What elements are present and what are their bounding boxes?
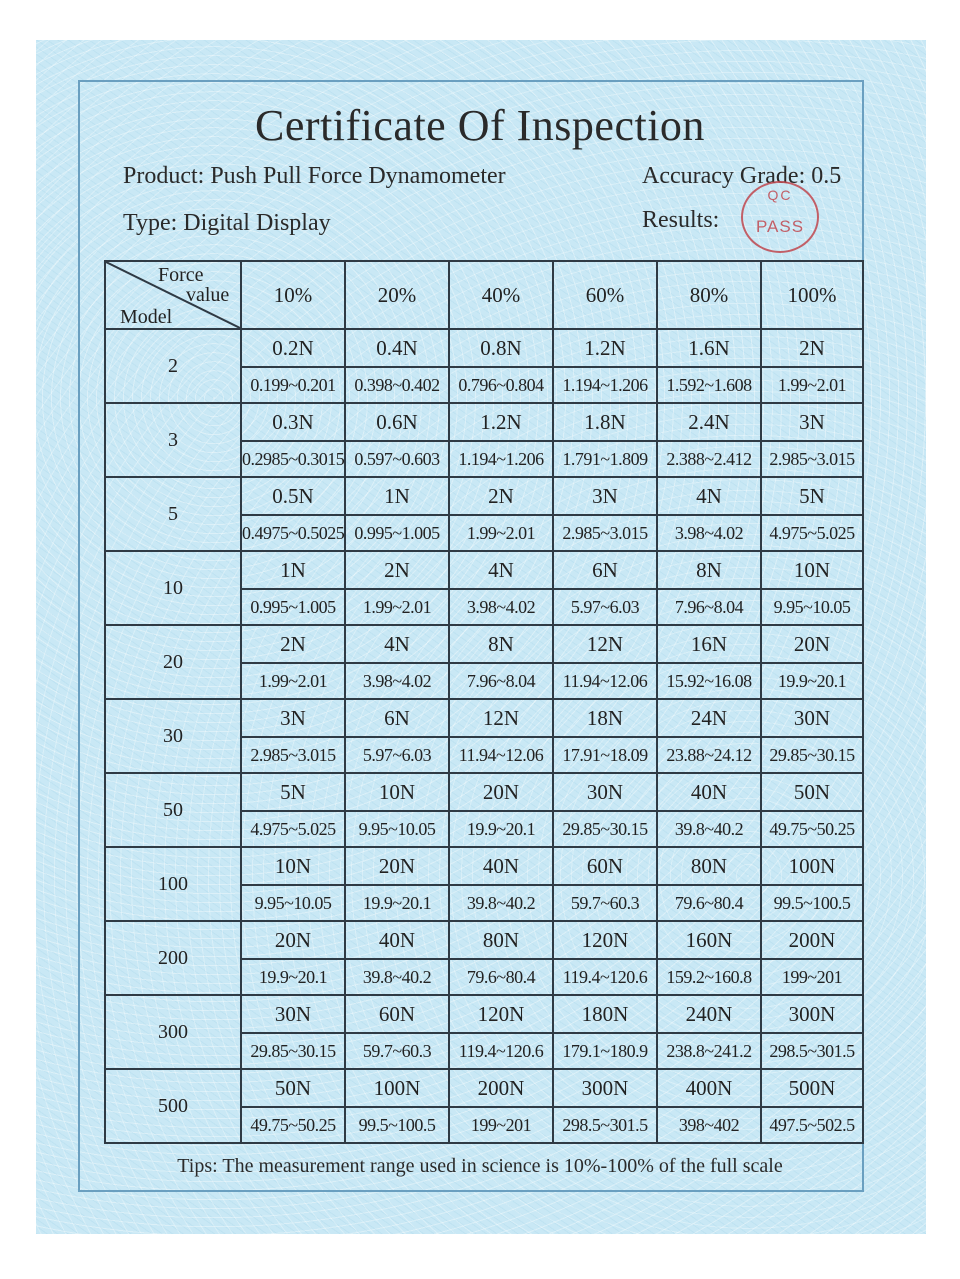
model-cell: 100	[105, 847, 241, 921]
nominal-force-cell: 1N	[241, 551, 345, 589]
tolerance-range-cell: 0.995~1.005	[241, 589, 345, 625]
model-cell: 10	[105, 551, 241, 625]
tolerance-range-cell: 99.5~100.5	[345, 1107, 449, 1143]
tolerance-range-cell: 39.8~40.2	[657, 811, 761, 847]
tolerance-range-cell: 1.194~1.206	[449, 441, 553, 477]
nominal-force-cell: 0.8N	[449, 329, 553, 367]
nominal-force-cell: 500N	[761, 1069, 863, 1107]
nominal-force-cell: 60N	[553, 847, 657, 885]
inspection-table	[104, 260, 864, 1144]
nominal-force-cell: 10N	[761, 551, 863, 589]
certificate-title: Certificate Of Inspection	[255, 101, 705, 150]
stamp-pass-text: PASS	[755, 217, 805, 236]
tolerance-range-cell: 0.2985~0.3015	[241, 441, 345, 477]
nominal-force-cell: 5N	[241, 773, 345, 811]
nominal-force-cell: 0.2N	[241, 329, 345, 367]
table-row-nominal	[105, 329, 863, 367]
nominal-force-cell: 1.8N	[553, 403, 657, 441]
nominal-force-cell: 3N	[241, 699, 345, 737]
nominal-force-cell: 0.4N	[345, 329, 449, 367]
nominal-force-cell: 4N	[345, 625, 449, 663]
nominal-force-cell: 10N	[345, 773, 449, 811]
tolerance-range-cell: 19.9~20.1	[761, 663, 863, 699]
tolerance-range-cell: 0.597~0.603	[345, 441, 449, 477]
tolerance-range-cell: 49.75~50.25	[241, 1107, 345, 1143]
tolerance-range-cell: 15.92~16.08	[657, 663, 761, 699]
nominal-force-cell: 50N	[761, 773, 863, 811]
nominal-force-cell: 50N	[241, 1069, 345, 1107]
tolerance-range-cell: 9.95~10.05	[241, 885, 345, 921]
tolerance-range-cell: 3.98~4.02	[657, 515, 761, 551]
model-cell: 30	[105, 699, 241, 773]
tolerance-range-cell: 398~402	[657, 1107, 761, 1143]
nominal-force-cell: 240N	[657, 995, 761, 1033]
nominal-force-cell: 2N	[449, 477, 553, 515]
tolerance-range-cell: 39.8~40.2	[449, 885, 553, 921]
model-cell: 50	[105, 773, 241, 847]
tolerance-range-cell: 3.98~4.02	[449, 589, 553, 625]
tolerance-range-cell: 1.99~2.01	[241, 663, 345, 699]
tolerance-range-cell: 4.975~5.025	[761, 515, 863, 551]
tolerance-range-cell: 7.96~8.04	[657, 589, 761, 625]
nominal-force-cell: 0.3N	[241, 403, 345, 441]
nominal-force-cell: 100N	[345, 1069, 449, 1107]
header-100-percent: 100%	[761, 261, 863, 329]
tolerance-range-cell: 298.5~301.5	[761, 1033, 863, 1069]
table-row-nominal	[105, 995, 863, 1033]
tolerance-range-cell: 1.99~2.01	[449, 515, 553, 551]
table-row-nominal	[105, 847, 863, 885]
nominal-force-cell: 16N	[657, 625, 761, 663]
tolerance-range-cell: 2.985~3.015	[241, 737, 345, 773]
tolerance-range-cell: 19.9~20.1	[449, 811, 553, 847]
tips-note: Tips: The measurement range used in science is 10%-100% of the full scale	[177, 1155, 783, 1177]
tolerance-range-cell: 29.85~30.15	[761, 737, 863, 773]
nominal-force-cell: 120N	[553, 921, 657, 959]
tolerance-range-cell: 29.85~30.15	[241, 1033, 345, 1069]
nominal-force-cell: 3N	[553, 477, 657, 515]
nominal-force-cell: 80N	[449, 921, 553, 959]
results-label: Results:	[642, 207, 720, 233]
qc-pass-stamp	[741, 181, 819, 253]
tolerance-range-cell: 59.7~60.3	[553, 885, 657, 921]
model-cell: 20	[105, 625, 241, 699]
nominal-force-cell: 300N	[553, 1069, 657, 1107]
nominal-force-cell: 20N	[449, 773, 553, 811]
tolerance-range-cell: 1.99~2.01	[761, 367, 863, 403]
nominal-force-cell: 60N	[345, 995, 449, 1033]
tolerance-range-cell: 7.96~8.04	[449, 663, 553, 699]
model-cell: 500	[105, 1069, 241, 1143]
tolerance-range-cell: 59.7~60.3	[345, 1033, 449, 1069]
tolerance-range-cell: 0.398~0.402	[345, 367, 449, 403]
nominal-force-cell: 1N	[345, 477, 449, 515]
tolerance-range-cell: 0.4975~0.5025	[241, 515, 345, 551]
nominal-force-cell: 4N	[449, 551, 553, 589]
nominal-force-cell: 120N	[449, 995, 553, 1033]
model-cell: 200	[105, 921, 241, 995]
tolerance-range-cell: 179.1~180.9	[553, 1033, 657, 1069]
tolerance-range-cell: 0.995~1.005	[345, 515, 449, 551]
tolerance-range-cell: 19.9~20.1	[345, 885, 449, 921]
tolerance-range-cell: 1.592~1.608	[657, 367, 761, 403]
tolerance-range-cell: 199~201	[449, 1107, 553, 1143]
corner-header-cell	[105, 261, 241, 329]
nominal-force-cell: 160N	[657, 921, 761, 959]
tolerance-range-cell: 11.94~12.06	[553, 663, 657, 699]
tolerance-range-cell: 199~201	[761, 959, 863, 995]
nominal-force-cell: 20N	[761, 625, 863, 663]
nominal-force-cell: 400N	[657, 1069, 761, 1107]
corner-force-label: Force	[158, 264, 204, 286]
nominal-force-cell: 30N	[553, 773, 657, 811]
tolerance-range-cell: 49.75~50.25	[761, 811, 863, 847]
table-row-nominal	[105, 625, 863, 663]
tolerance-range-cell: 497.5~502.5	[761, 1107, 863, 1143]
header-20-percent: 20%	[345, 261, 449, 329]
nominal-force-cell: 200N	[449, 1069, 553, 1107]
corner-value-label: value	[186, 284, 230, 306]
nominal-force-cell: 0.6N	[345, 403, 449, 441]
header-80-percent: 80%	[657, 261, 761, 329]
nominal-force-cell: 40N	[345, 921, 449, 959]
tolerance-range-cell: 23.88~24.12	[657, 737, 761, 773]
nominal-force-cell: 0.5N	[241, 477, 345, 515]
tolerance-range-cell: 0.199~0.201	[241, 367, 345, 403]
nominal-force-cell: 2.4N	[657, 403, 761, 441]
table-row-nominal	[105, 773, 863, 811]
nominal-force-cell: 30N	[761, 699, 863, 737]
tolerance-range-cell: 79.6~80.4	[449, 959, 553, 995]
nominal-force-cell: 12N	[449, 699, 553, 737]
tolerance-range-cell: 238.8~241.2	[657, 1033, 761, 1069]
nominal-force-cell: 300N	[761, 995, 863, 1033]
nominal-force-cell: 5N	[761, 477, 863, 515]
nominal-force-cell: 2N	[761, 329, 863, 367]
nominal-force-cell: 180N	[553, 995, 657, 1033]
nominal-force-cell: 100N	[761, 847, 863, 885]
tolerance-range-cell: 5.97~6.03	[345, 737, 449, 773]
nominal-force-cell: 40N	[449, 847, 553, 885]
tolerance-range-cell: 9.95~10.05	[345, 811, 449, 847]
tolerance-range-cell: 2.388~2.412	[657, 441, 761, 477]
table-row-nominal	[105, 477, 863, 515]
nominal-force-cell: 1.2N	[449, 403, 553, 441]
tolerance-range-cell: 11.94~12.06	[449, 737, 553, 773]
tolerance-range-cell: 79.6~80.4	[657, 885, 761, 921]
stamp-qc-text: QC	[767, 187, 793, 203]
nominal-force-cell: 20N	[345, 847, 449, 885]
nominal-force-cell: 80N	[657, 847, 761, 885]
nominal-force-cell: 200N	[761, 921, 863, 959]
nominal-force-cell: 8N	[449, 625, 553, 663]
model-cell: 5	[105, 477, 241, 551]
table-row-nominal	[105, 699, 863, 737]
header-60-percent: 60%	[553, 261, 657, 329]
tolerance-range-cell: 2.985~3.015	[553, 515, 657, 551]
nominal-force-cell: 30N	[241, 995, 345, 1033]
tolerance-range-cell: 119.4~120.6	[449, 1033, 553, 1069]
header-40-percent: 40%	[449, 261, 553, 329]
tolerance-range-cell: 0.796~0.804	[449, 367, 553, 403]
tolerance-range-cell: 5.97~6.03	[553, 589, 657, 625]
nominal-force-cell: 1.6N	[657, 329, 761, 367]
tolerance-range-cell: 3.98~4.02	[345, 663, 449, 699]
nominal-force-cell: 6N	[345, 699, 449, 737]
nominal-force-cell: 2N	[241, 625, 345, 663]
nominal-force-cell: 10N	[241, 847, 345, 885]
tolerance-range-cell: 19.9~20.1	[241, 959, 345, 995]
accuracy-grade: Accuracy Grade: 0.5	[642, 163, 842, 189]
tolerance-range-cell: 39.8~40.2	[345, 959, 449, 995]
table-body	[105, 329, 863, 1143]
tolerance-range-cell: 2.985~3.015	[761, 441, 863, 477]
nominal-force-cell: 20N	[241, 921, 345, 959]
nominal-force-cell: 4N	[657, 477, 761, 515]
nominal-force-cell: 2N	[345, 551, 449, 589]
nominal-force-cell: 40N	[657, 773, 761, 811]
header-row	[105, 261, 863, 329]
tolerance-range-cell: 1.791~1.809	[553, 441, 657, 477]
table-row-nominal	[105, 921, 863, 959]
tolerance-range-cell: 119.4~120.6	[553, 959, 657, 995]
tolerance-range-cell: 4.975~5.025	[241, 811, 345, 847]
tolerance-range-cell: 159.2~160.8	[657, 959, 761, 995]
model-cell: 2	[105, 329, 241, 403]
nominal-force-cell: 3N	[761, 403, 863, 441]
product-line: Product: Push Pull Force Dynamometer	[123, 163, 506, 189]
nominal-force-cell: 18N	[553, 699, 657, 737]
corner-model-label: Model	[120, 306, 173, 328]
tolerance-range-cell: 1.99~2.01	[345, 589, 449, 625]
table-row-nominal	[105, 403, 863, 441]
tolerance-range-cell: 17.91~18.09	[553, 737, 657, 773]
model-cell: 3	[105, 403, 241, 477]
tolerance-range-cell: 9.95~10.05	[761, 589, 863, 625]
table-row-nominal	[105, 551, 863, 589]
model-cell: 300	[105, 995, 241, 1069]
table-row-nominal	[105, 1069, 863, 1107]
tolerance-range-cell: 298.5~301.5	[553, 1107, 657, 1143]
nominal-force-cell: 24N	[657, 699, 761, 737]
nominal-force-cell: 6N	[553, 551, 657, 589]
header-10-percent: 10%	[241, 261, 345, 329]
nominal-force-cell: 1.2N	[553, 329, 657, 367]
nominal-force-cell: 8N	[657, 551, 761, 589]
tolerance-range-cell: 1.194~1.206	[553, 367, 657, 403]
nominal-force-cell: 12N	[553, 625, 657, 663]
tolerance-range-cell: 29.85~30.15	[553, 811, 657, 847]
type-line: Type: Digital Display	[123, 210, 331, 236]
tolerance-range-cell: 99.5~100.5	[761, 885, 863, 921]
